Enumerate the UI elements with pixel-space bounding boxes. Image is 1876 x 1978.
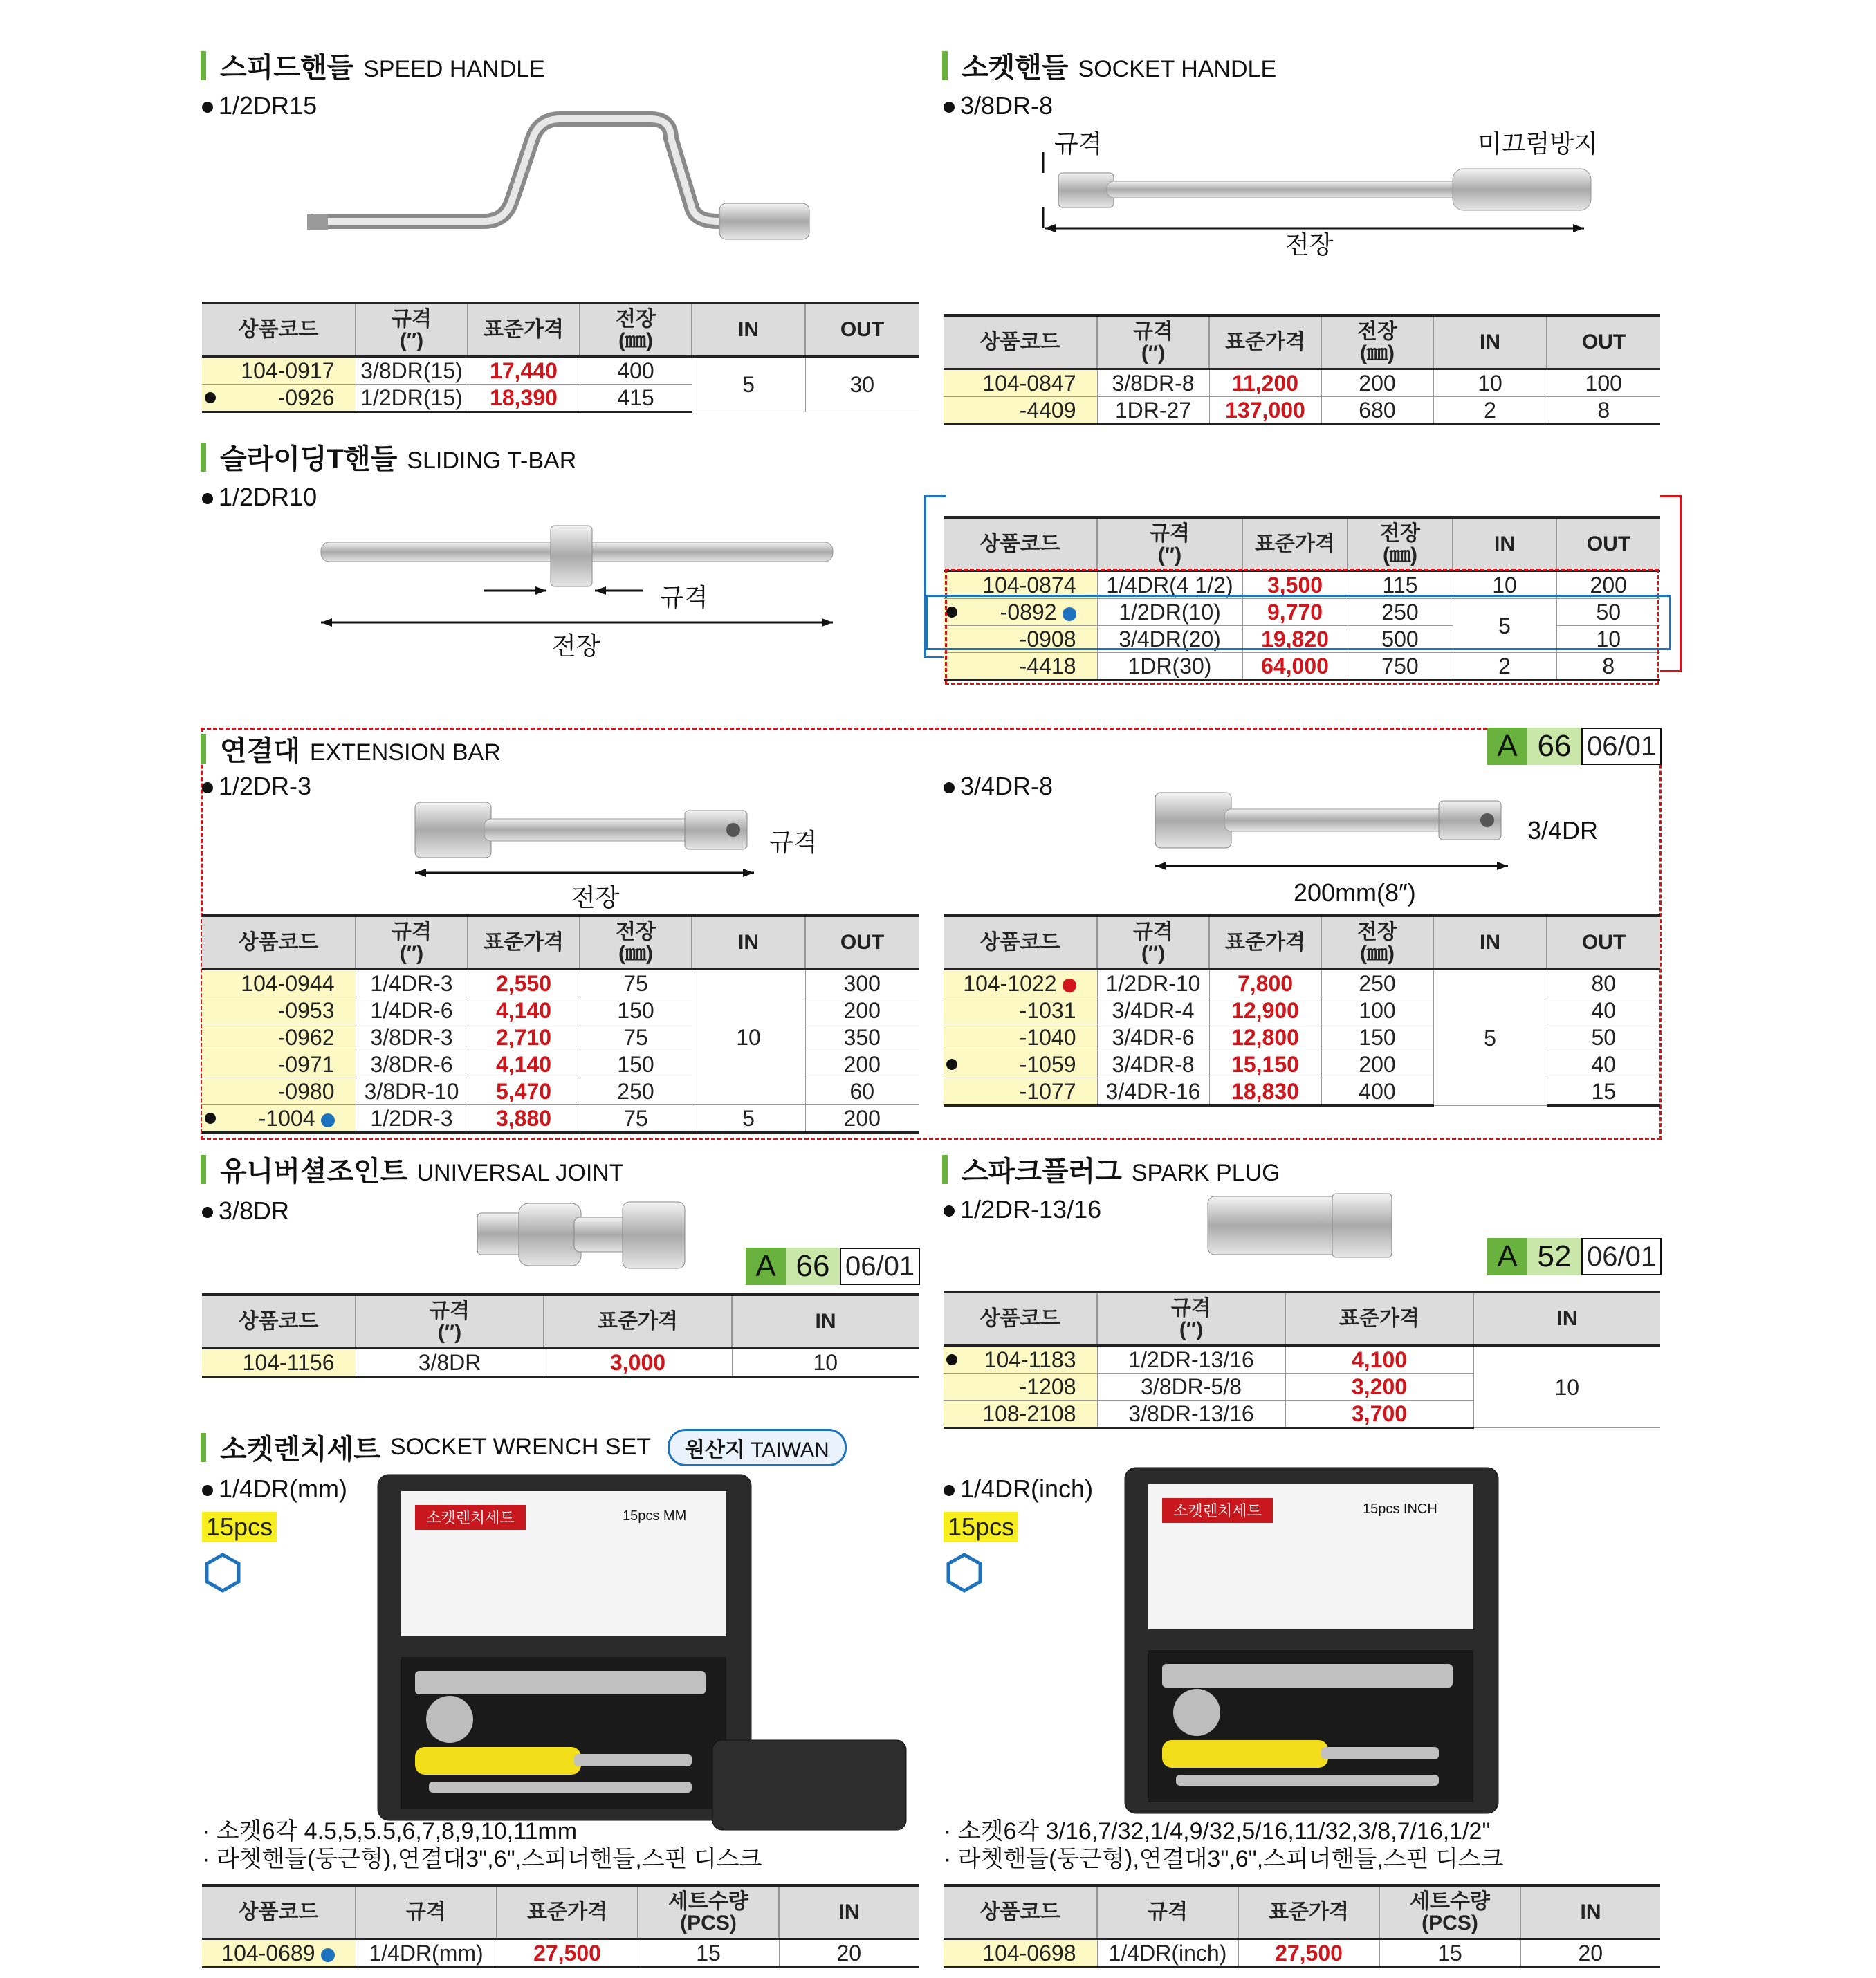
table-row: 104-1022 1/2DR-10 7,800 250 5 80 [944,970,1660,997]
table-row: -1059 3/4DR-8 15,150 200 40 [944,1051,1660,1078]
spark-plug-spec: 1/2DR-13/16 [944,1195,1101,1224]
universal-joint-image [470,1192,692,1282]
table-row: -0962 3/8DR-3 2,710 75 350 [202,1024,919,1051]
socket-set-right-box-pcs: 15pcs INCH [1363,1501,1437,1517]
socket-handle-title: 소켓핸들 SOCKET HANDLE [942,46,1276,85]
sliding-tbar-label-spec: 규격 [660,583,708,611]
table-row: -4409 1DR-27 137,000 680 2 8 [944,397,1660,425]
hexagon-icon [202,1552,243,1593]
table-row: 104-0847 3/8DR-8 11,200 200 10 100 [944,369,1660,397]
socket-set-title: 소켓렌치세트 SOCKET WRENCH SET 원산지 TAIWAN [201,1427,847,1467]
extension-bar-table-right: 상품코드 규격 (″) 표준가격 전장 (㎜) IN OUT 104-1022 1/2DR-10 7,800 250 5 80 -1031 3/4DR-4 12,900 100 40 -1040 3/4DR-6 12,800 150 50 -1059 3/4DR-8 15,150 200 40 -1077 3/4DR-16 18,830 400 15 [944,914,1660,1107]
socket-set-left-table: 상품코드 규격 표준가격 세트수량 (PCS) IN 104-0689 1/4DR(mm) 27,500 15 20 [202,1884,919,1968]
extension-bar-table-left: 상품코드 규격 (″) 표준가격 전장 (㎜) IN OUT 104-0944 1/4DR-3 2,550 75 10 300 -0953 1/4DR-6 4,140 150 200 -0962 3/8DR-3 2,710 75 350 -0971 3/8DR-6 4,140 150 200 -0980 3/8DR-10 5,470 250 60 -1004 1/2DR-3 3,880 75 5 200 [202,914,919,1134]
table-row: 108-2108 3/8DR-13/16 3,700 [944,1401,1660,1428]
socket-set-right-note1: · 소켓6각 3/16,7/32,1/4,9/32,5/16,11/32,3/8,7/16,1/2" [944,1818,1491,1845]
socket-handle-spec: 3/8DR-8 [944,91,1053,120]
table-row: -1040 3/4DR-6 12,800 150 50 [944,1024,1660,1051]
extension-bar-label-length: 전장 [571,883,620,912]
table-row: -0953 1/4DR-6 4,140 150 200 [202,997,919,1024]
socket-handle-label-length: 전장 [1285,230,1334,259]
extension-bar-label-right-length: 200mm(8″) [1294,878,1416,907]
socket-set-right-table: 상품코드 규격 표준가격 세트수량 (PCS) IN 104-0698 1/4DR(inch) 27,500 15 20 [944,1884,1660,1968]
table-row: -0892 1/2DR(10) 9,770 250 5 50 [944,599,1660,626]
table-row: -1031 3/4DR-4 12,900 100 40 [944,997,1660,1024]
highlight-blue-rows [926,595,1671,650]
speed-handle-title: 스피드핸들 SPEED HANDLE [201,46,545,85]
origin-badge: 원산지 TAIWAN [668,1429,847,1466]
table-row: 104-0689 1/4DR(mm) 27,500 15 20 [202,1939,919,1968]
sliding-tbar-image [318,519,837,643]
table-row: 104-1156 3/8DR 3,000 10 [202,1349,919,1377]
table-row: -0926 1/2DR(15) 18,390 415 [202,385,919,412]
socket-set-left-image [374,1470,913,1837]
socket-handle-label-spec: 규격 [1054,129,1103,158]
spark-plug-title: 스파크플러그 SPARK PLUG [942,1149,1280,1189]
table-row: 104-1183 1/2DR-13/16 4,100 10 [944,1346,1660,1374]
universal-joint-badge: A 66 06/01 [746,1248,920,1285]
extension-bar-image-right [1148,786,1522,876]
sliding-tbar-label-length: 전장 [552,631,600,660]
socket-set-left-note1: · 소켓6각 4.5,5,5.5,6,7,8,9,10,11mm [202,1818,578,1845]
sliding-tbar-spec: 1/2DR10 [202,483,317,512]
speed-handle-table: 상품코드 규격 (″) 표준가격 전장 (㎜) IN OUT 104-0917 3/8DR(15) 17,440 400 5 30 -0926 1/2DR(15) 18,390 415 [202,302,919,413]
extension-bar-spec-left: 1/2DR-3 [202,772,311,801]
socket-set-right-pcs: 15pcs [944,1512,1018,1542]
speed-handle-spec: 1/2DR15 [202,91,317,120]
spark-plug-table: 상품코드 규격 (″) 표준가격 IN 104-1183 1/2DR-13/16 4,100 10 -1208 3/8DR-5/8 3,200 108-2108 3/8DR-13/16 3,700 [944,1291,1660,1429]
socket-set-left-box-label: 소켓렌치세트 [426,1509,515,1526]
universal-joint-title: 유니버셜조인트 UNIVERSAL JOINT [201,1149,624,1189]
table-row: -0908 3/4DR(20) 19,820 500 10 [944,626,1660,653]
universal-joint-table: 상품코드 규격 (″) 표준가격 IN 104-1156 3/8DR 3,000 10 [202,1293,919,1378]
socket-handle-table: 상품코드 규격 (″) 표준가격 전장 (㎜) IN OUT 104-0847 3/8DR-8 11,200 200 10 100 -4409 1DR-27 137,000 680 2 8 [944,314,1660,425]
sliding-tbar-table: 상품코드 규격 (″) 표준가격 전장 (㎜) IN OUT 104-0874 1/4DR(4 1/2) 3,500 115 10 200 -0892 1/2DR(10) 9,770 250 5 50 -0908 3/4DR(20) 19,820 500 10 -4418 1DR(30) 64,000 750 2 8 [944,516,1660,681]
socket-set-left-box-pcs: 15pcs MM [623,1508,687,1524]
universal-joint-spec: 3/8DR [202,1196,289,1226]
table-row: -4418 1DR(30) 64,000 750 2 8 [944,653,1660,681]
table-row: -0971 3/8DR-6 4,140 150 200 [202,1051,919,1078]
extension-bar-label-spec: 규격 [769,828,818,856]
socket-set-right-image [1121,1463,1508,1830]
extension-bar-title: 연결대 EXTENSION BAR [201,729,501,768]
spark-plug-badge: A 52 06/01 [1487,1238,1662,1275]
table-row: 104-0944 1/4DR-3 2,550 75 10 300 [202,970,919,997]
spark-plug-image [1204,1188,1397,1264]
table-row: 104-0698 1/4DR(inch) 27,500 15 20 [944,1939,1660,1968]
socket-set-left-spec: 1/4DR(mm) [202,1475,347,1504]
extension-bar-label-right-spec: 3/4DR [1527,816,1599,844]
sliding-tbar-title: 슬라이딩T핸들 SLIDING T-BAR [201,437,576,477]
socket-set-left-note2: · 라쳇핸들(둥근형),연결대3",6",스피너핸들,스핀 디스크 [202,1846,762,1872]
table-row: 104-0874 1/4DR(4 1/2) 3,500 115 10 200 [944,571,1660,599]
table-row: 104-0917 3/8DR(15) 17,440 400 5 30 [202,357,919,385]
socket-set-right-note2: · 라쳇핸들(둥근형),연결대3",6",스피너핸들,스핀 디스크 [944,1846,1504,1872]
table-row: -1077 3/4DR-16 18,830 400 15 [944,1078,1660,1106]
speed-handle-image [304,111,816,249]
table-row: -1004 1/2DR-3 3,880 75 5 200 [202,1105,919,1133]
hexagon-icon [944,1552,985,1593]
table-row: -0980 3/8DR-10 5,470 250 60 [202,1078,919,1105]
socket-set-right-spec: 1/4DR(inch) [944,1475,1093,1504]
extension-bar-spec-right: 3/4DR-8 [944,772,1053,801]
extension-bar-badge: A 66 06/01 [1487,728,1662,765]
socket-set-right-box-label: 소켓렌치세트 [1173,1502,1262,1519]
extension-bar-image-left [408,795,768,885]
socket-handle-label-grip: 미끄럼방지 [1478,129,1598,158]
socket-set-left-pcs: 15pcs [202,1512,277,1542]
table-row: -1208 3/8DR-5/8 3,200 [944,1374,1660,1401]
